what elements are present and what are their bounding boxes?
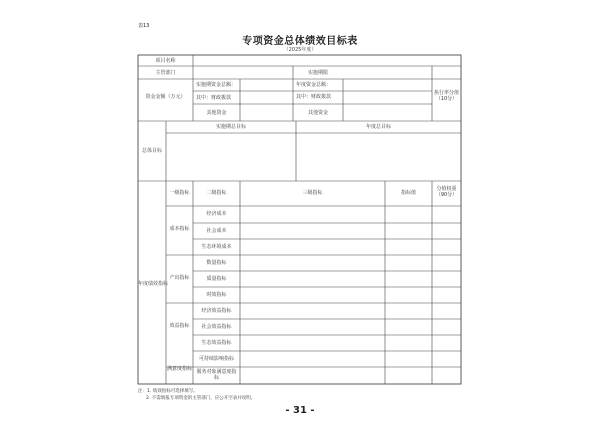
quantity-indicator: 数量指标 bbox=[206, 260, 227, 266]
year-total-label: 年度资金总额： bbox=[296, 82, 332, 88]
quality-indicator: 质量指标 bbox=[206, 276, 227, 282]
col-level3: 三级指标 bbox=[302, 190, 323, 196]
output-indicator-label: 产出指标 bbox=[169, 275, 190, 281]
cost-indicator-label: 成本指标 bbox=[169, 226, 190, 232]
eco-benefit: 生态效益指标 bbox=[201, 340, 232, 346]
project-name-label: 项目名称 bbox=[155, 58, 176, 64]
col-level1: 一级指标 bbox=[169, 190, 190, 196]
economic-cost: 经济成本 bbox=[206, 211, 227, 217]
period-total-label: 实施期资金总额： bbox=[196, 82, 237, 88]
exec-rate-label: 执行率分值（10分） bbox=[434, 90, 460, 102]
note-2: 2. 不需填报专项资金的主管部门，应公开空表并说明。 bbox=[146, 396, 256, 401]
satisfaction-indicator-label: 满意度指标 bbox=[166, 366, 192, 372]
col-weight: 分值权重（90分） bbox=[435, 186, 458, 198]
col-level2: 二级指标 bbox=[206, 190, 227, 196]
fiscal-year-label: 其中：财政拨款 bbox=[296, 94, 332, 100]
benefit-indicator-label: 效益指标 bbox=[169, 323, 190, 329]
other-period-label: 其他资金 bbox=[206, 110, 227, 116]
period-goal-header: 实施期总目标 bbox=[215, 124, 246, 130]
timeliness-indicator: 时效指标 bbox=[206, 292, 227, 298]
overall-goal-label: 总体目标 bbox=[141, 148, 162, 154]
page-number: - 31 - bbox=[285, 405, 315, 416]
sustain-benefit: 可持续影响指标 bbox=[198, 356, 234, 362]
fiscal-period-label: 其中：财政拨款 bbox=[196, 95, 232, 101]
page-title: 专项资金总体绩效目标表 bbox=[242, 36, 358, 47]
service-satisfaction: 服务对象满意度指标 bbox=[196, 369, 237, 381]
form-number: 表13 bbox=[138, 23, 150, 29]
period-label: 实施期限 bbox=[307, 70, 328, 76]
year-goal-header: 年度总目标 bbox=[365, 124, 391, 130]
note-1: 注：1. 绩效指标可选择填写。 bbox=[138, 389, 198, 394]
social-benefit: 社会效益指标 bbox=[201, 324, 232, 330]
fund-amount-label: 资金金额（万元） bbox=[145, 94, 186, 100]
dept-label: 主管部门 bbox=[155, 70, 176, 76]
col-value: 指标值 bbox=[400, 190, 416, 196]
year-subtitle: （2025年度） bbox=[283, 47, 317, 53]
annual-indicator-label: 年度绩效指标 bbox=[138, 281, 169, 287]
social-cost: 社会成本 bbox=[206, 228, 227, 234]
eco-cost: 生态环境成本 bbox=[201, 244, 232, 250]
other-year-label: 其他资金 bbox=[307, 110, 328, 116]
econ-benefit: 经济效益指标 bbox=[201, 308, 232, 314]
